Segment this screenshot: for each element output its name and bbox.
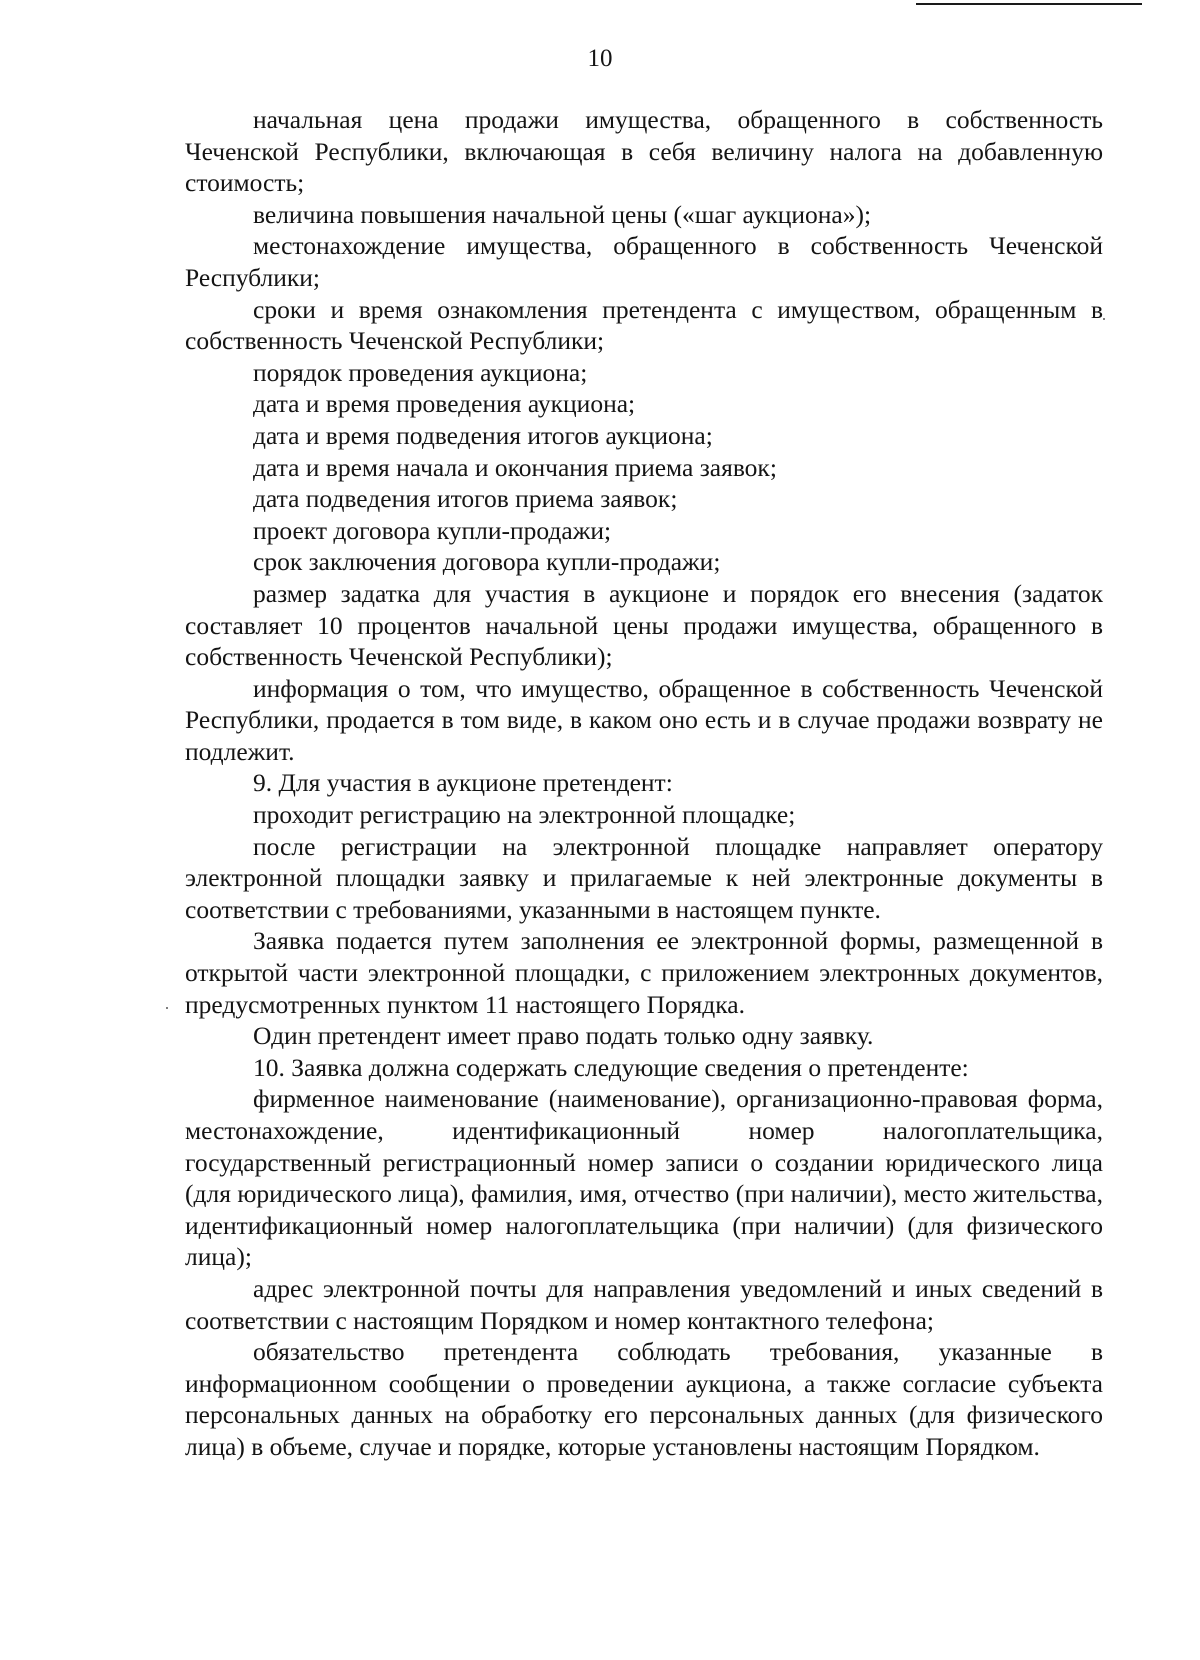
paragraph: срок заключения договора купли-продажи; bbox=[253, 547, 721, 577]
paragraph: начальная цена продажи имущества, обращенного в собственность Чеченской Республики, включающая в себя величину налога на добавленную стоимость; bbox=[185, 105, 1103, 198]
paragraph: обязательство претендента соблюдать требования, указанные в информационном сообщении о проведении аукциона, а также согласие субъекта персональных данных на обработку его персональных данных (для физического лица) в объеме, случае и порядке, которые установлены настоящим Порядком. bbox=[185, 1337, 1103, 1461]
paragraph: Один претендент имеет право подать только одну заявку. bbox=[253, 1021, 874, 1051]
paragraph: дата и время начала и окончания приема заявок; bbox=[253, 452, 777, 482]
paragraph: порядок проведения аукциона; bbox=[253, 357, 588, 387]
paragraph: фирменное наименование (наименование), организационно-правовая форма, местонахождение, идентификационный номер налогоплательщика, государственный регистрационный номер записи о создании юридического лица (для юридического лица), фамилия, имя, отчество (при наличии), место жительства, идентификационный номер налогоплательщика (при наличии) (для физического лица); bbox=[185, 1084, 1103, 1272]
paragraph: дата и время проведения аукциона; bbox=[253, 389, 636, 419]
scan-speck bbox=[1103, 318, 1105, 320]
paragraph: проект договора купли-продажи; bbox=[253, 515, 612, 545]
paragraph: после регистрации на электронной площадке направляет оператору электронной площадки заявку и прилагаемые к ней электронные документы в соответствии с требованиями, указанными в настоящем пункте. bbox=[185, 831, 1103, 924]
paragraph: сроки и время ознакомления претендента с имуществом, обращенным в собственность Чеченской Республики; bbox=[185, 294, 1103, 356]
document-body bbox=[185, 104, 1103, 1463]
scan-edge-line bbox=[916, 3, 1142, 5]
page-number: 10 bbox=[587, 45, 613, 72]
paragraph: адрес электронной почты для направления уведомлений и иных сведений в соответствии с настоящим Порядком и номер контактного телефона; bbox=[185, 1273, 1103, 1335]
paragraph: дата подведения итогов приема заявок; bbox=[253, 484, 678, 514]
paragraph: 10. Заявка должна содержать следующие сведения о претенденте: bbox=[253, 1052, 969, 1082]
scan-speck bbox=[166, 1007, 168, 1009]
paragraph: проходит регистрацию на электронной площадке; bbox=[253, 800, 796, 830]
paragraph: информация о том, что имущество, обращенное в собственность Чеченской Республики, продается в том виде, в каком оно есть и в случае продажи возврату не подлежит. bbox=[185, 673, 1103, 766]
paragraph: 9. Для участия в аукционе претендент: bbox=[253, 768, 673, 798]
paragraph: дата и время подведения итогов аукциона; bbox=[253, 420, 713, 450]
paragraph: Заявка подается путем заполнения ее электронной формы, размещенной в открытой части электронной площадки, с приложением электронных документов, предусмотренных пунктом 11 настоящего Порядка. bbox=[185, 926, 1103, 1019]
paragraph: размер задатка для участия в аукционе и порядок его внесения (задаток составляет 10 процентов начальной цены продажи имущества, обращенного в собственность Чеченской Республики); bbox=[185, 578, 1103, 672]
paragraph: величина повышения начальной цены («шаг аукциона»); bbox=[253, 199, 872, 229]
paragraph: местонахождение имущества, обращенного в собственность Чеченской Республики; bbox=[185, 231, 1103, 292]
